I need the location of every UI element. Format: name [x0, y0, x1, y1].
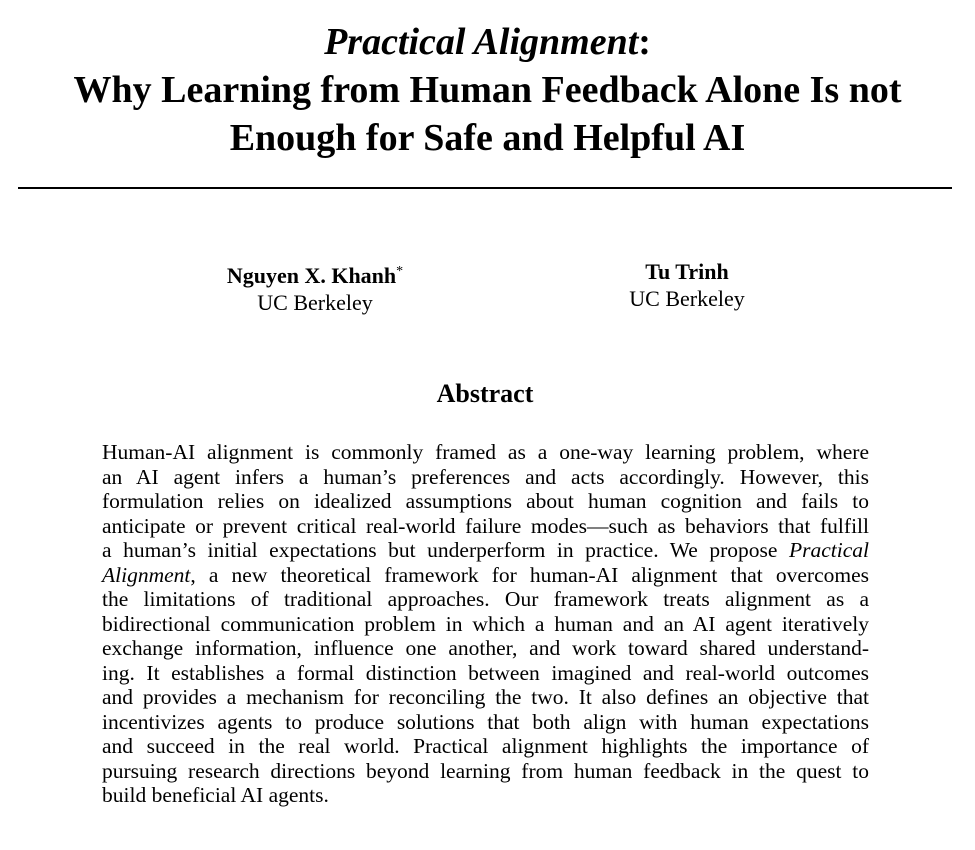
title-italic-term: Practical Alignment — [324, 21, 639, 63]
author-name — [195, 258, 435, 289]
author-name-text: Tu Trinh — [645, 259, 729, 284]
abstract-line: anticipate or prevent critical real-world failure modes—such as behaviors that fulfill — [102, 513, 869, 538]
abstract-line: exchange information, influence one another, and work toward shared understand- — [102, 636, 869, 660]
abstract-heading: Abstract — [436, 379, 534, 408]
author-block-1 — [195, 258, 435, 316]
author-affiliation: UC Berkeley — [257, 290, 373, 315]
abstract-italic-term: Practical — [789, 538, 870, 562]
abstract-line: and provides a mechanism for reconciling the two. It also defines an objective that — [102, 685, 869, 709]
title-line-2: Why Learning from Human Feedback Alone Is not — [73, 69, 902, 111]
author-affiliation: UC Berkeley — [629, 286, 745, 311]
abstract-line: ing. It establishes a formal distinction between imagined and real-world outcomes — [102, 660, 869, 685]
abstract-line: bidirectional communication problem in which a human and an AI agent iteratively — [102, 611, 869, 636]
author-block-2 — [567, 258, 807, 312]
abstract-line: formulation relies on idealized assumptions about human cognition and fails to — [102, 489, 869, 513]
abstract-line: and succeed in the real world. Practical alignment highlights the importance of — [102, 734, 869, 758]
abstract-body — [102, 440, 869, 808]
abstract-line — [102, 538, 869, 563]
abstract-line-text: a human’s initial expectations but underperform in practice. We propose — [102, 538, 778, 562]
abstract-line: build beneficial AI agents. — [102, 783, 329, 807]
abstract-line — [102, 563, 869, 588]
abstract-line: an AI agent infers a human’s preferences and acts accordingly. However, this — [102, 464, 869, 489]
abstract-line: the limitations of traditional approaches. Our framework treats alignment as a — [102, 587, 869, 611]
abstract-line: pursuing research directions beyond learning from human feedback in the quest to — [102, 758, 869, 783]
abstract-italic-term: Alignment — [102, 562, 191, 587]
author-name — [567, 258, 807, 285]
title-line-1 — [0, 18, 975, 66]
title-line-3: Enough for Safe and Helpful AI — [229, 117, 746, 159]
abstract-line-text: , a new theoretical framework for human-AI alignment that overcomes — [190, 562, 869, 587]
author-footnote-mark: * — [396, 264, 404, 279]
author-name-text: Nguyen X. Khanh — [226, 263, 397, 288]
paper-title — [0, 18, 975, 162]
abstract-line: Human-AI alignment is commonly framed as a one-way learning problem, where — [102, 440, 869, 464]
title-colon: : — [638, 21, 651, 63]
abstract-line: incentivizes agents to produce solutions that both align with human expectations — [102, 709, 869, 734]
title-rule — [18, 187, 952, 189]
